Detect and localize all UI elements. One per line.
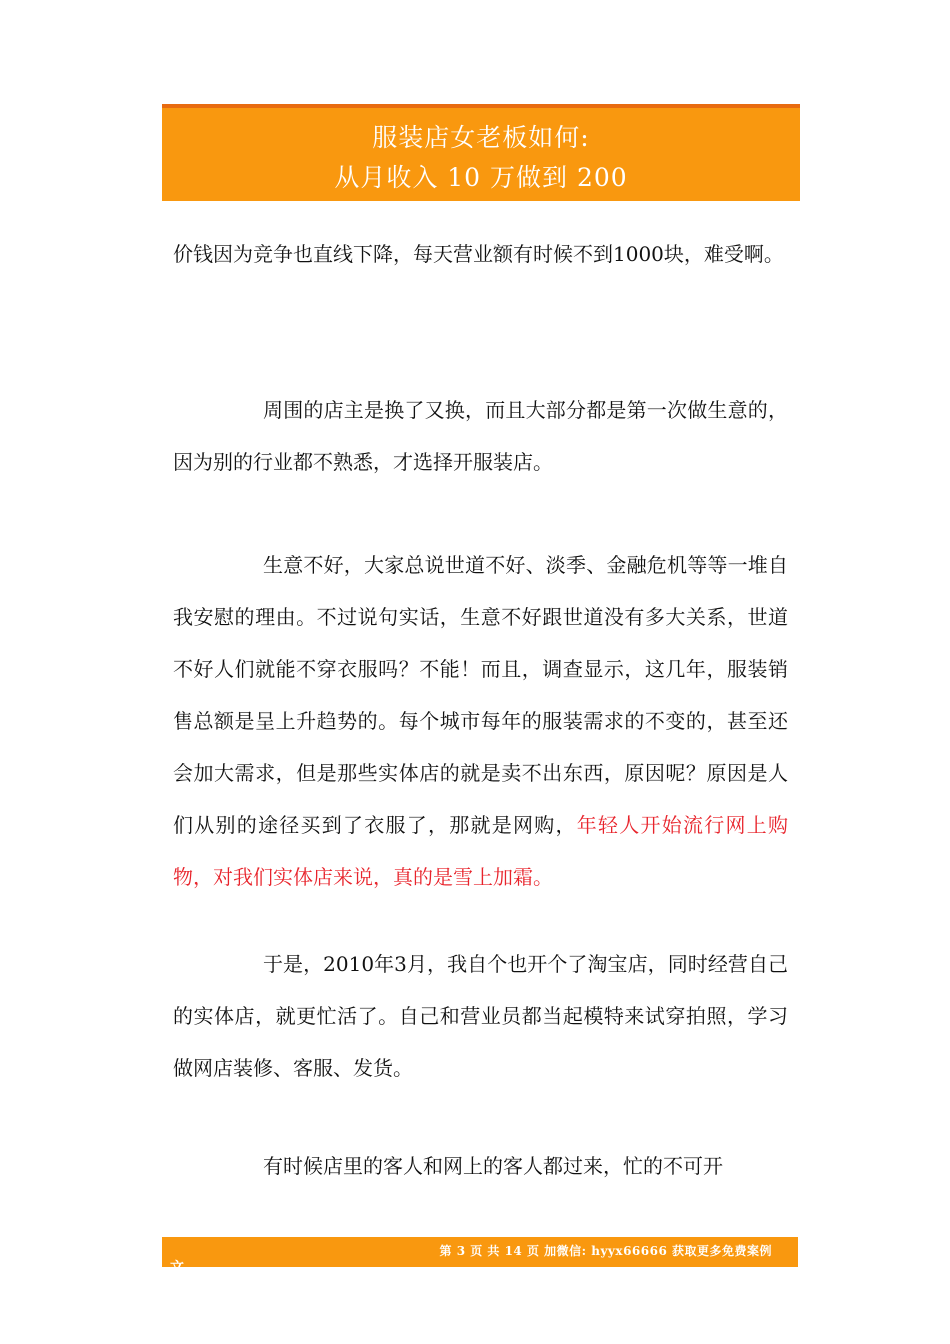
footer-bar: [162, 1237, 798, 1264]
paragraph-3-text: 生意不好，大家总说世道不好、淡季、金融危机等等一堆自我安慰的理由。不过说句实话，生意不好跟世道没有多大关系，世道不好人们就能不穿衣服吗？不能！而且，调查显示，这几年，服装销售总额是呈上升趋势的。每个城市每年的服装需求的不变的，甚至还会加大需求，但是那些实体店的就是卖不出东西，原因呢？原因是人们从别的途径买到了衣服了，那就是网购，: [173, 553, 788, 837]
paragraph-4: 于是，2010年3月，我自个也开个了淘宝店，同时经营自己的实体店，就更忙活了。自己和营业员都当起模特来试穿拍照，学习做网店装修、客服、发货。: [173, 952, 788, 1080]
title-line-2: 从月收入 10 万做到 200: [334, 163, 628, 192]
title-banner: [162, 104, 800, 201]
highlighted-sentence: 年轻人开始流行网上购物，对我们实体店来说，真的是雪上加霜。: [173, 813, 788, 889]
title-line-1: 服装店女老板如何:: [372, 123, 590, 152]
paragraph-1: 价钱因为竞争也直线下降，每天营业额有时候不到1000块，难受啊。: [173, 242, 784, 266]
footer-text: 第 3 页 共 14 页 加微信: hyyx66666 获取更多免费案例: [439, 1244, 772, 1258]
footer-stray-char: 文: [170, 1260, 184, 1276]
paragraph-2: 周围的店主是换了又换，而且大部分都是第一次做生意的，因为别的行业都不熟悉，才选择开服装店。: [173, 398, 788, 474]
paragraph-5: 有时候店里的客人和网上的客人都过来，忙的不可开: [263, 1154, 723, 1178]
footer-divider: [162, 1264, 798, 1267]
paragraph-3: [173, 539, 788, 903]
